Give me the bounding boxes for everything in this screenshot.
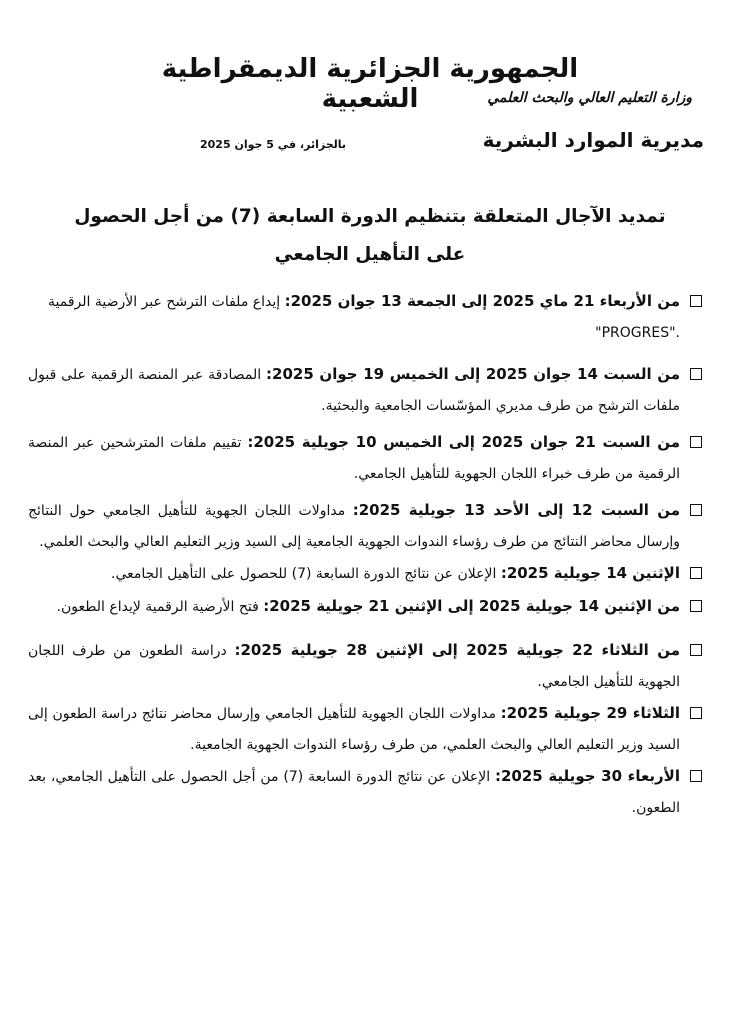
schedule-period: الإثنين 14 جويلية 2025: bbox=[500, 564, 680, 582]
schedule-period: من الإثنين 14 جويلية 2025 إلى الإثنين 21 جويلية 2025: bbox=[263, 597, 680, 615]
checkbox-icon bbox=[690, 770, 702, 782]
schedule-item bbox=[28, 698, 704, 761]
schedule-text: مداولات اللجان الجهوية للتأهيل الجامعي حول النتائج وإرسال محاضر النتائج من طرف رؤساء الندوات الجهوية الجامعية إلى السيد وزير التعليم العالي والبحث العلمي. bbox=[28, 503, 680, 550]
schedule-text-platform: "PROGRES". bbox=[595, 325, 680, 341]
checkbox-icon bbox=[690, 504, 702, 516]
schedule-period: من السبت 14 جوان 2025 إلى الخميس 19 جوان 2025: bbox=[266, 365, 680, 383]
schedule-text: تقييم ملفات المترشحين عبر المنصة الرقمية من طرف خبراء اللجان الجهوية للتأهيل الجامعي. bbox=[28, 435, 680, 482]
direction-name: مديرية الموارد البشرية bbox=[482, 128, 704, 152]
schedule-period: من السبت 12 إلى الأحد 13 جويلية 2025: bbox=[352, 501, 680, 519]
schedule-text: الإعلان عن نتائج الدورة السابعة (7) للحصول على التأهيل الجامعي. bbox=[111, 566, 497, 582]
schedule-item bbox=[28, 591, 704, 623]
schedule-text: دراسة الطعون من طرف اللجان الجهوية للتأهيل الجامعي. bbox=[28, 643, 680, 690]
schedule-period: من السبت 21 جوان 2025 إلى الخميس 10 جويلية 2025: bbox=[247, 433, 680, 451]
checkbox-icon bbox=[690, 707, 702, 719]
schedule-item bbox=[28, 558, 704, 590]
checkbox-icon bbox=[690, 436, 702, 448]
schedule-period: الثلاثاء 29 جويلية 2025: bbox=[500, 704, 680, 722]
place-date: بالجزائر، في 5 جوان 2025 bbox=[200, 138, 347, 151]
schedule-period: من الأربعاء 21 ماي 2025 إلى الجمعة 13 جوان 2025: bbox=[284, 292, 680, 310]
document-title-line-2: على التأهيل الجامعي bbox=[274, 244, 466, 265]
ministry-name: وزارة التعليم العالي والبحث العلمي bbox=[487, 90, 692, 106]
schedule-text: إيداع ملفات الترشح عبر الأرضية الرقمية bbox=[48, 294, 281, 310]
schedule-list bbox=[28, 286, 704, 824]
checkbox-icon bbox=[690, 600, 702, 612]
schedule-text: الإعلان عن نتائج الدورة السابعة (7) من أجل الحصول على التأهيل الجامعي، بعد الطعون. bbox=[28, 769, 680, 816]
checkbox-icon bbox=[690, 567, 702, 579]
schedule-item bbox=[28, 427, 704, 490]
schedule-text: فتح الأرضية الرقمية لإيداع الطعون. bbox=[56, 599, 259, 615]
schedule-text: المصادقة عبر المنصة الرقمية على قبول ملفات الترشح من طرف مديري المؤسّسات الجامعية والبحثية. bbox=[28, 367, 680, 414]
schedule-item bbox=[28, 495, 704, 558]
schedule-item bbox=[28, 359, 704, 422]
schedule-item bbox=[28, 286, 704, 349]
schedule-item bbox=[28, 761, 704, 824]
schedule-item bbox=[28, 635, 704, 698]
schedule-period: الأربعاء 30 جويلية 2025: bbox=[494, 767, 680, 785]
checkbox-icon bbox=[690, 368, 702, 380]
checkbox-icon bbox=[690, 295, 702, 307]
checkbox-icon bbox=[690, 644, 702, 656]
document-title-line-1: تمديد الآجال المتعلقة بتنظيم الدورة السابعة (7) من أجل الحصول bbox=[74, 206, 666, 227]
document-title bbox=[60, 198, 680, 274]
schedule-period: من الثلاثاء 22 جويلية 2025 إلى الإثنين 28 جويلية 2025: bbox=[234, 641, 680, 659]
republic-title: الجمهورية الجزائرية الديمقراطية الشعبية bbox=[161, 54, 579, 114]
schedule-text: مداولات اللجان الجهوية للتأهيل الجامعي وإرسال محاضر نتائج دراسة الطعون إلى السيد وزير التعليم العالي والبحث العلمي، من طرف رؤساء الندوات الجهوية الجامعية. bbox=[28, 706, 680, 753]
